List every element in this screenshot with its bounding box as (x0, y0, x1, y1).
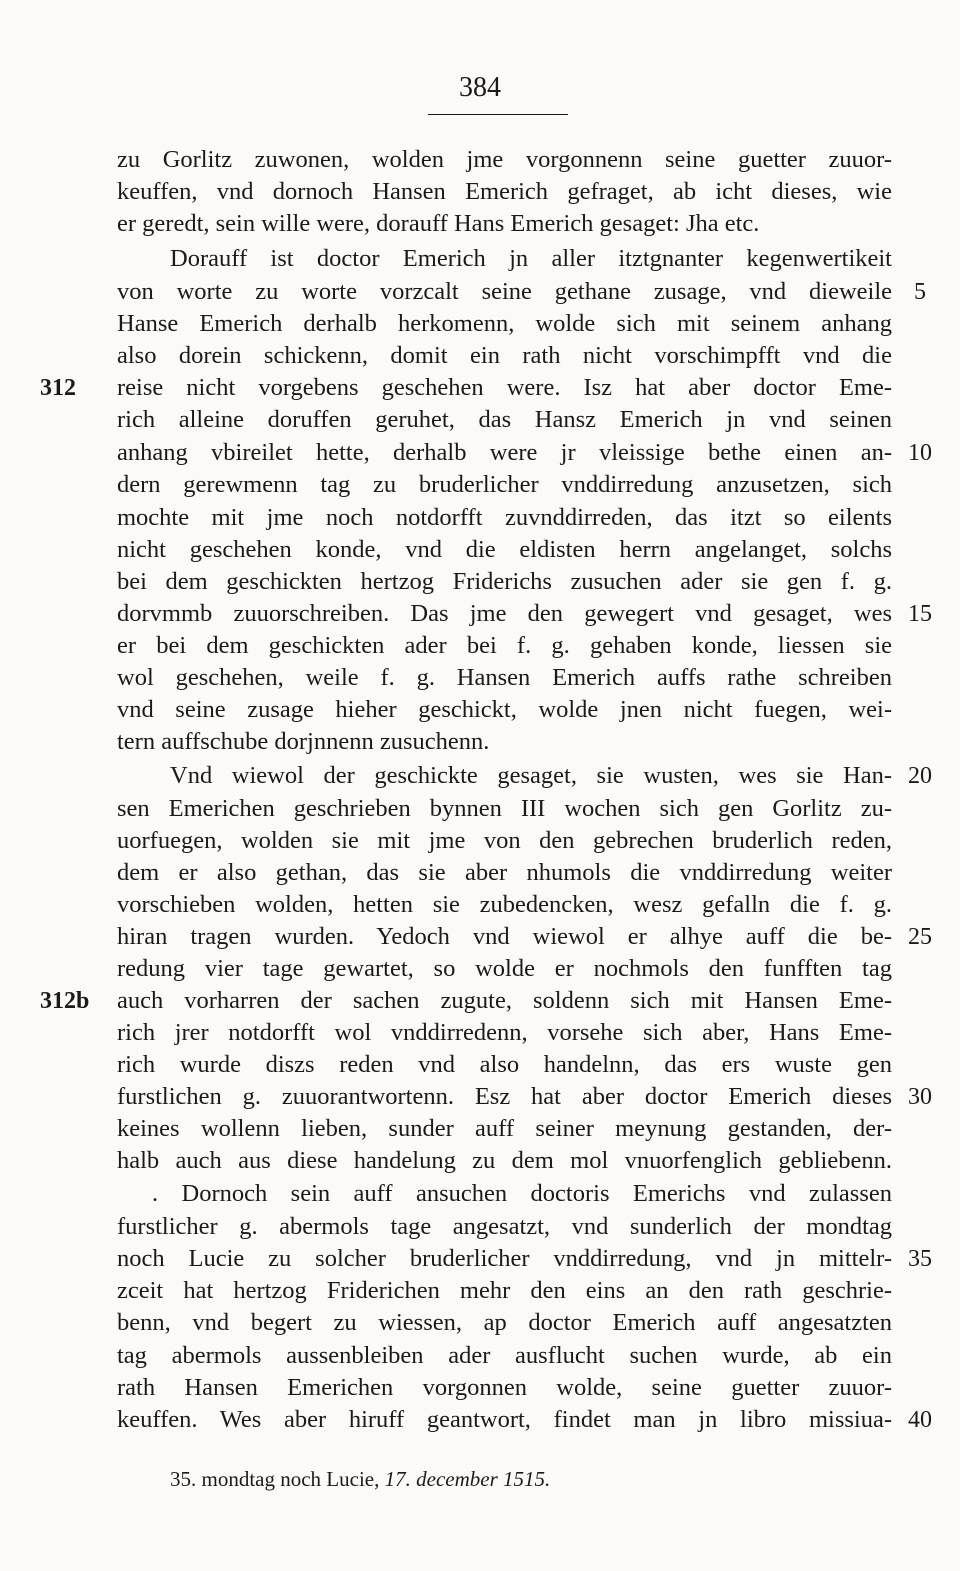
text-line: reise nicht vorgebens geschehen were. Isz hat aber doctor Eme- (117, 374, 892, 401)
text-line: mochte mit jme noch notdorfft zuvnddirreden, das itzt so eilents (117, 504, 892, 531)
line-number: 20 (908, 763, 932, 789)
line-number: 15 (908, 601, 932, 627)
text-line: furstlicher g. abermols tage angesatzt, vnd sunderlich der mondtag (117, 1213, 892, 1240)
text-line: rath Hansen Emerichen vorgonnen wolde, seine guetter zuuor- (117, 1374, 892, 1401)
margin-folio-reference: 312b (40, 988, 90, 1014)
footnote (170, 1465, 550, 1493)
text-line: tag abermols aussenbleiben ader ausflucht suchen wurde, ab ein (117, 1342, 892, 1369)
text-line: keuffen. Wes aber hiruff geantwort, findet man jn libro missiua- (117, 1406, 892, 1433)
text-line: Vnd wiewol der geschickte gesaget, sie wusten, wes sie Han- (170, 762, 892, 789)
text-line: bei dem geschickten hertzog Friderichs zusuchen ader sie gen f. g. (117, 568, 892, 595)
text-line: er geredt, sein wille were, dorauff Hans Emerich gesaget: Jha etc. (117, 210, 760, 237)
text-line: Dorauff ist doctor Emerich jn aller itztgnanter kegenwertikeit (170, 245, 892, 272)
text-line: furstlichen g. zuuorantwortenn. Esz hat aber doctor Emerich dieses (117, 1083, 892, 1110)
line-number: 10 (908, 440, 932, 466)
text-line: rich alleine doruffen geruhet, das Hansz Emerich jn vnd seinen (117, 406, 892, 433)
text-line: hiran tragen wurden. Yedoch vnd wiewol er alhye auff die be- (117, 923, 892, 950)
text-line: vorschieben wolden, hetten sie zubedencken, wesz gefalln die f. g. (117, 891, 892, 918)
text-line: dern gerewmenn tag zu bruderlicher vnddirredung anzusetzen, sich (117, 471, 892, 498)
text-line: keuffen, vnd dornoch Hansen Emerich gefraget, ab icht dieses, wie (117, 178, 892, 205)
text-line: . Dornoch sein auff ansuchen doctoris Emerichs vnd zulassen (152, 1180, 892, 1207)
line-number: 40 (908, 1407, 932, 1433)
text-line: auch vorharren der sachen zugute, soldenn sich mit Hansen Eme- (117, 987, 892, 1014)
line-number: 30 (908, 1084, 932, 1110)
text-line: rich jrer notdorfft wol vnddirredenn, vorsehe sich aber, Hans Eme- (117, 1019, 892, 1046)
text-line: noch Lucie zu solcher bruderlicher vnddirredung, vnd jn mittelr- (117, 1245, 892, 1272)
text-line: tern auffschube dorjnnenn zusuchenn. (117, 728, 490, 755)
text-line: halb auch aus diese handelung zu dem mol vnuorfenglich gebliebenn. (117, 1147, 892, 1174)
text-line: sen Emerichen geschrieben bynnen III wochen sich gen Gorlitz zu- (117, 795, 892, 822)
text-line: uorfuegen, wolden sie mit jme von den gebrechen bruderlich reden, (117, 827, 892, 854)
page-number: 384 (459, 72, 501, 103)
text-line: keines wollenn lieben, sunder auff seiner meynung gestanden, der- (117, 1115, 892, 1142)
text-line: rich wurde diszs reden vnd also handelnn, das ers wuste gen (117, 1051, 892, 1078)
text-line: also dorein schickenn, domit ein rath nicht vorschimpfft vnd die (117, 342, 892, 369)
text-line: von worte zu worte vorzcalt seine gethane zusage, vnd dieweile (117, 278, 892, 305)
text-line: zceit hat hertzog Friderichen mehr den eins an den rath geschrie- (117, 1277, 892, 1304)
page-number-rule (428, 114, 568, 115)
line-number: 25 (908, 924, 932, 950)
text-line: dorvmmb zuuorschreiben. Das jme den gewegert vnd gesaget, wes (117, 600, 892, 627)
text-line: anhang vbireilet hette, derhalb were jr vleissige bethe einen an- (117, 439, 892, 466)
text-line: nicht geschehen konde, vnd die eldisten herrn angelanget, solchs (117, 536, 892, 563)
text-line: zu Gorlitz zuwonen, wolden jme vorgonnenn seine guetter zuuor- (117, 146, 892, 173)
line-number: 5 (914, 279, 926, 305)
text-line: vnd seine zusage hieher geschickt, wolde jnen nicht fuegen, wei- (117, 696, 892, 723)
line-number: 35 (908, 1246, 932, 1272)
margin-folio-reference: 312 (40, 375, 76, 401)
footnote-date: 17. december 1515. (384, 1467, 551, 1491)
text-line: dem er also gethan, das sie aber nhumols die vnddirredung weiter (117, 859, 892, 886)
footnote-text: 35. mondtag noch Lucie, (170, 1467, 385, 1491)
text-line: redung vier tage gewartet, so wolde er nochmols den funfften tag (117, 955, 892, 982)
text-line: er bei dem geschickten ader bei f. g. gehaben konde, liessen sie (117, 632, 892, 659)
text-line: benn, vnd begert zu wiessen, ap doctor Emerich auff angesatzten (117, 1309, 892, 1336)
text-line: wol geschehen, weile f. g. Hansen Emerich auffs rathe schreiben (117, 664, 892, 691)
text-line: Hanse Emerich derhalb herkomenn, wolde sich mit seinem anhang (117, 310, 892, 337)
